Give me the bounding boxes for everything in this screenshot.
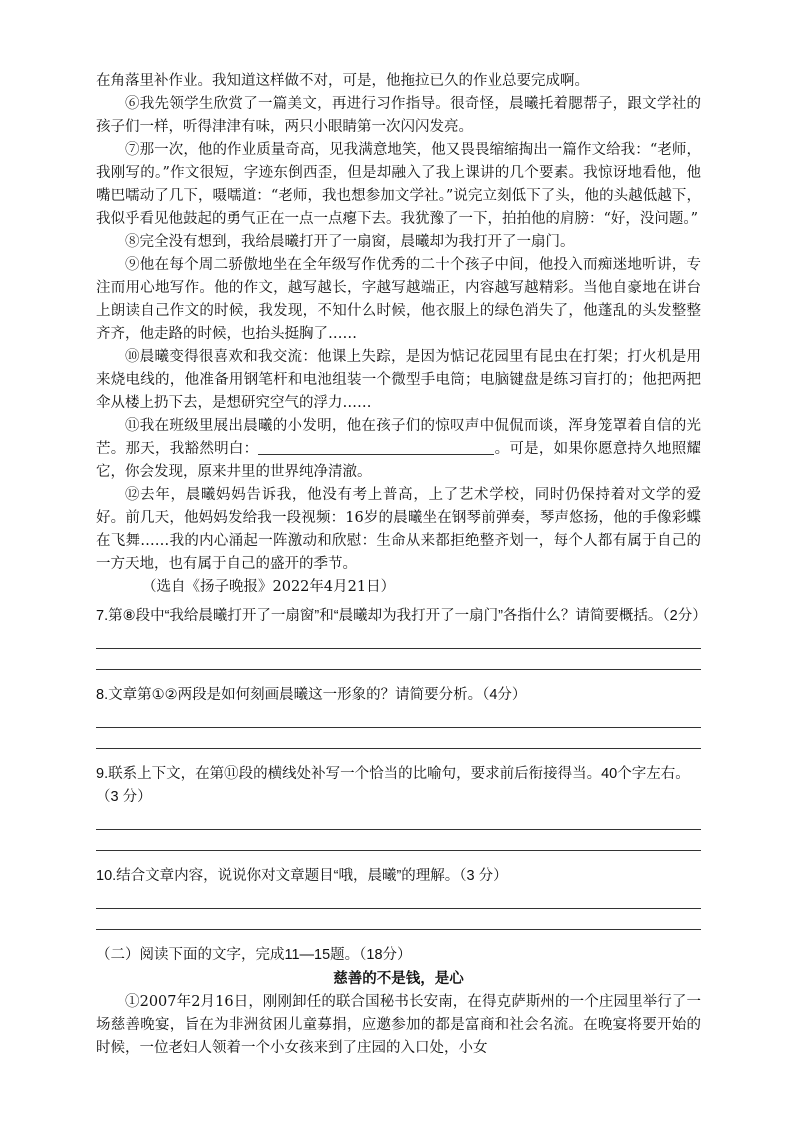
passage-paragraph-7: ⑦那一次，他的作业质量奇高，见我满意地笑，他又畏畏缩缩掏出一篇作文给我：“老师，我刚写的。”作文很短，字迹东倒西歪，但是却融入了我上课讲的几个要素。我惊讶地看他，他嘴巴嚅动了几下，嗫嚅道：“老师，我也想参加文学社。”说完立刻低下了头，他的头越低越下，我似乎看见他鼓起的勇气正在一点一点瘪下去。我犹豫了一下，拍拍他的肩膀：“好，没问题。” [96, 142, 701, 227]
passage-paragraph-continued: 在角落里补作业。我知道这样做不对，可是，他拖拉已久的作业总要完成啊。 [96, 73, 589, 89]
answer-lines-10[interactable] [96, 908, 701, 930]
passage-paragraph-6: ⑥我先领学生欣赏了一篇美文，再进行习作指导。很奇怪，晨曦托着腮帮子，跟文学社的孩子们一样，听得津津有味，两只小眼睛第一次闪闪发亮。 [96, 96, 701, 135]
answer-line[interactable] [96, 669, 701, 670]
answer-line[interactable] [96, 829, 701, 830]
passage-paragraph-9: ⑨他在每个周二骄傲地坐在全年级写作优秀的二十个孩子中间，他投入而痴迷地听讲，专注而用心地写作。他的作文，越写越长，字越写越端正，内容越写越精彩。当他自豪地在讲台上朗读自己作文的时候，我发现，不知什么时候，他衣服上的绿色消失了，他蓬乱的头发整整齐齐，他走路的时候，也抬头挺胸了…… [96, 257, 701, 342]
passage-paragraph-11 [96, 415, 701, 484]
answer-lines-7[interactable] [96, 648, 701, 670]
answer-lines-8[interactable] [96, 727, 701, 749]
passage-source: （选自《扬子晚报》2022年4月21日） [142, 579, 396, 595]
answer-line[interactable] [96, 727, 701, 728]
paragraph-11-before: ⑪我在班级里展出晨曦的小发明，他在孩子们的惊叹声中侃侃而谈，浑身笼罩着自信的光芒。那天，我豁然明白： [96, 418, 701, 457]
section-2-heading: （二）阅读下面的文字，完成11—15题。（18分） [96, 947, 412, 963]
question-8: 8.文章第①②两段是如何刻画晨曦这一形象的？请简要分析。（4分） [96, 687, 527, 703]
passage-paragraph-8: ⑧完全没有想到，我给晨曦打开了一扇窗，晨曦却为我打开了一扇门。 [125, 234, 575, 250]
answer-line[interactable] [96, 850, 701, 851]
article-paragraph-1: ①2007年2月16日，刚刚卸任的联合国秘书长安南，在得克萨斯州的一个庄园里举行了一场慈善晚宴，旨在为非洲贫困儿童募捐，应邀参加的都是富商和社会名流。在晚宴将要开始的时候，一位老妇人领着一个小女孩来到了庄园的入口处，小女 [96, 994, 701, 1056]
question-7: 7.第⑧段中“我给晨曦打开了一扇窗”和“晨曦却为我打开了一扇门”各指什么？请简要概括。（2分） [96, 608, 707, 624]
passage-paragraph-10: ⑩晨曦变得很喜欢和我交流：他课上失踪，是因为惦记花园里有昆虫在打架；打火机是用来烧电线的，他准备用钢笔杆和电池组装一个微型手电筒；电脑键盘是练习盲打的；他把两把伞从楼上扔下去，是想研究空气的浮力…… [96, 349, 701, 411]
exam-page [96, 70, 707, 1060]
answer-line[interactable] [96, 748, 701, 749]
passage-paragraph-12: ⑫去年，晨曦妈妈告诉我，他没有考上普高，上了艺术学校，同时仍保持着对文学的爱好。前几天，他妈妈发给我一段视频：16岁的晨曦坐在钢琴前弹奏，琴声悠扬，他的手像彩蝶在飞舞……我的内心涌起一阵激动和欣慰：生命从来都拒绝整齐划一，每个人都有属于自己的一方天地，也有属于自己的盛开的季节。 [96, 487, 701, 572]
article-title: 慈善的不是钱，是心 [333, 971, 464, 987]
answer-line[interactable] [96, 648, 701, 649]
question-10: 10.结合文章内容，说说你对文章题目“哦，晨曦”的理解。（3 分） [96, 868, 508, 884]
paragraph-11-after: 。可是，如果你愿意持久地照耀它，你会发现，原来井里的世界纯净清澈。 [96, 441, 701, 480]
answer-lines-9[interactable] [96, 829, 701, 851]
question-9: 9.联系上下文，在第⑪段的横线处补写一个恰当的比喻句，要求前后衔接得当。40个字左右。（3 分） [96, 766, 690, 805]
answer-line[interactable] [96, 908, 701, 909]
fill-in-blank[interactable] [258, 440, 494, 455]
answer-line[interactable] [96, 929, 701, 930]
